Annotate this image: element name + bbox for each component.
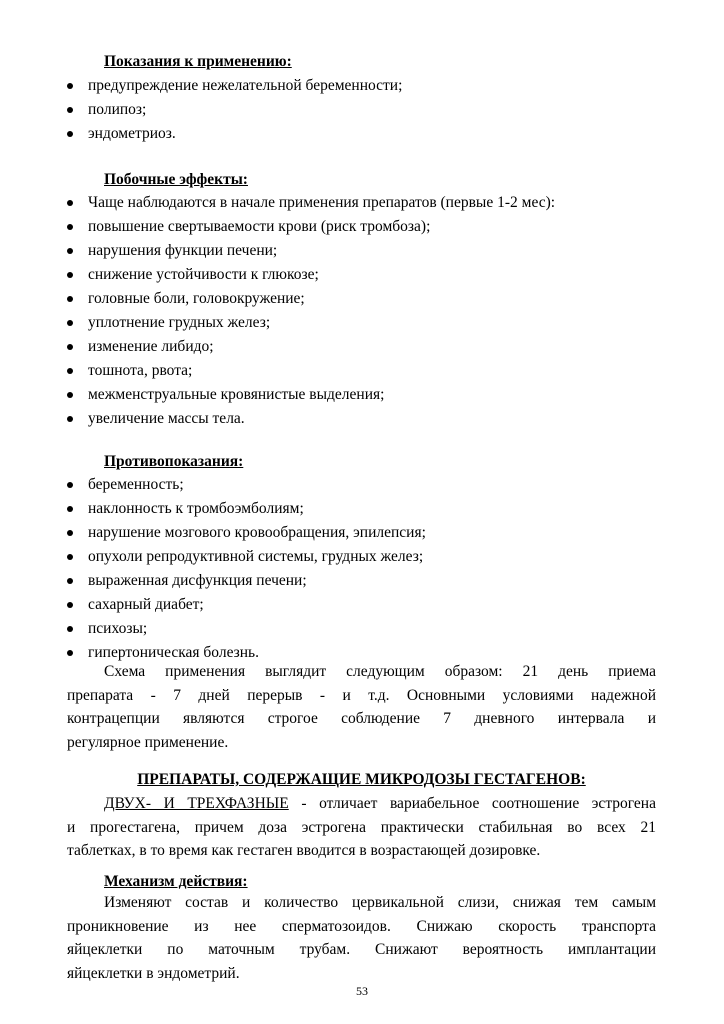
contraindications-list xyxy=(0,473,426,665)
list-item: повышение свертываемости крови (риск тромбоза); xyxy=(0,215,555,239)
bullet-icon xyxy=(67,200,73,206)
bullet-icon xyxy=(67,83,73,89)
bullet-icon xyxy=(67,602,73,608)
list-item: снижение устойчивости к глюкозе; xyxy=(0,263,555,287)
list-item: нарушение мозгового кровообращения, эпилепсия; xyxy=(0,521,426,545)
bullet-icon xyxy=(67,224,73,230)
list-item: изменение либидо; xyxy=(0,335,555,359)
list-item: увеличение массы тела. xyxy=(0,407,555,431)
list-item: наклонность к тромбоэмболиям; xyxy=(0,497,426,521)
paragraph-line: проникновение из нее сперматозоидов. Снижаю скорость транспорта xyxy=(67,917,656,935)
bullet-icon xyxy=(67,392,73,398)
bullet-icon xyxy=(67,506,73,512)
microdose-term: ДВУХ- И ТРЕХФАЗНЫЕ xyxy=(104,795,289,812)
mechanism-heading: Механизм действия: xyxy=(104,873,248,890)
list-item: головные боли, головокружение; xyxy=(0,287,555,311)
bullet-icon xyxy=(67,530,73,536)
page-number: 53 xyxy=(356,984,368,998)
list-item: нарушения функции печени; xyxy=(0,239,555,263)
list-item: гипертоническая болезнь. xyxy=(0,641,426,665)
paragraph-line: ДВУХ- И ТРЕХФАЗНЫЕ - отличает вариабельное соотношение эстрогена xyxy=(104,795,656,812)
bullet-icon xyxy=(67,272,73,278)
scheme-paragraph xyxy=(67,660,656,754)
paragraph-line: регулярное применение. xyxy=(67,733,229,751)
bullet-icon xyxy=(67,626,73,632)
side-effects-heading: Побочные эффекты: xyxy=(104,171,248,188)
paragraph-line: яйцеклетки в эндометрий. xyxy=(67,964,240,982)
indications-list xyxy=(0,74,402,146)
paragraph-line: и прогестагена, причем доза эстрогена практически стабильная во всех 21 xyxy=(67,818,656,836)
mechanism-paragraph xyxy=(67,891,656,985)
microdose-paragraph xyxy=(67,792,656,863)
list-item: психозы; xyxy=(0,617,426,641)
bullet-icon xyxy=(67,554,73,560)
indications-heading: Показания к применению: xyxy=(104,53,292,70)
bullet-icon xyxy=(67,482,73,488)
paragraph-line: яйцеклетки по маточным трубам. Снижают вероятность имплантации xyxy=(67,941,656,958)
bullet-icon xyxy=(67,107,73,113)
list-item: выраженная дисфункция печени; xyxy=(0,569,426,593)
list-item: беременность; xyxy=(0,473,426,497)
bullet-icon xyxy=(67,296,73,302)
list-item: полипоз; xyxy=(0,98,402,122)
list-item: межменструальные кровянистые выделения; xyxy=(0,383,555,407)
list-item: Чаще наблюдаются в начале применения препаратов (первые 1-2 мес): xyxy=(0,191,555,215)
list-item: уплотнение грудных желез; xyxy=(0,311,555,335)
bullet-icon xyxy=(67,131,73,137)
list-item: опухоли репродуктивной системы, грудных желез; xyxy=(0,545,426,569)
list-item: тошнота, рвота; xyxy=(0,359,555,383)
paragraph-line: контрацепции являются строгое соблюдение 7 дневного интервала и xyxy=(67,710,656,727)
list-item: эндометриоз. xyxy=(0,122,402,146)
bullet-icon xyxy=(67,578,73,584)
paragraph-line: таблетках, в то время как гестаген вводится в возрастающей дозировке. xyxy=(67,842,541,859)
bullet-icon xyxy=(67,650,73,656)
contraindications-heading: Противопоказания: xyxy=(104,453,244,470)
bullet-icon xyxy=(67,368,73,374)
side-effects-list xyxy=(0,191,555,431)
paragraph-line: Изменяют состав и количество цервикальной слизи, снижая тем самым xyxy=(104,894,656,911)
microdose-title: ПРЕПАРАТЫ, СОДЕРЖАЩИЕ МИКРОДОЗЫ ГЕСТАГЕНОВ: xyxy=(137,771,586,788)
bullet-icon xyxy=(67,248,73,254)
paragraph-line: Схема применения выглядит следующим образом: 21 день приема xyxy=(104,663,656,680)
bullet-icon xyxy=(67,320,73,326)
bullet-icon xyxy=(67,416,73,422)
list-item: сахарный диабет; xyxy=(0,593,426,617)
paragraph-line: препарата - 7 дней перерыв - и т.д. Основными условиями надежной xyxy=(67,686,656,704)
bullet-icon xyxy=(67,344,73,350)
list-item: предупреждение нежелательной беременности; xyxy=(0,74,402,98)
